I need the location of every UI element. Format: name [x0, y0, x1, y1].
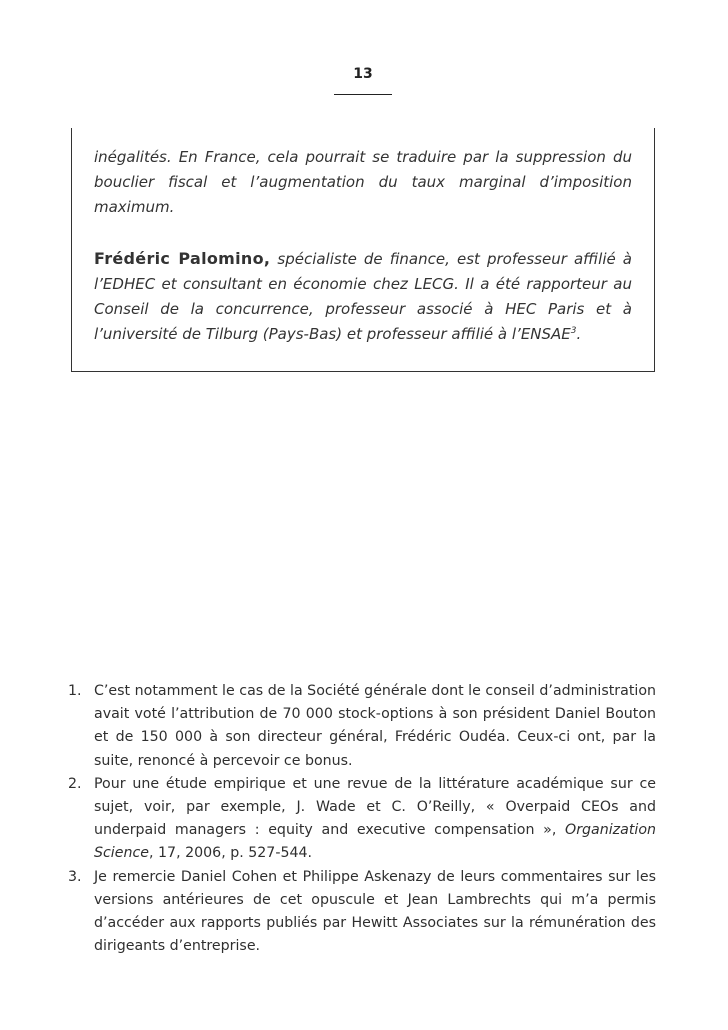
footnote-2 [68, 773, 656, 866]
footnote-3 [68, 866, 656, 959]
author-bio-paragraph [94, 246, 632, 347]
footnote-ref: 3 [570, 326, 577, 336]
author-bio-end: . [576, 325, 582, 343]
footnote-number: 2. [68, 775, 82, 792]
journal-title: Organization Science [94, 822, 656, 862]
footnote-1 [68, 680, 656, 773]
author-name: Frédéric Palomino, [94, 249, 271, 268]
page-number-rule [334, 94, 392, 95]
footnote-text: C’est notamment le cas de la Société générale dont le conseil d’administration avait voté l’attribution de 70 000 stock-options à son président Daniel Bouton et de 150 000 à son directeur général, Frédéric Oudéa. Ceux-ci ont, par la suite, renoncé à percevoir ce bonus. [94, 683, 656, 769]
footnote-text: Pour une étude empirique et une revue de la littérature académique sur ce sujet, voir, par exemple, J. Wade et C. O’Reilly, « Overpaid CEOs and underpaid managers : equity and executive compensation », [94, 775, 656, 839]
author-bio-text: spécialiste de finance, est professeur affilié à l’EDHEC et consultant en économie chez LECG. Il a été rapporteur au Conseil de la concurrence, professeur associé à HEC Paris et à l’université de Tilburg (Pays-Bas) et professeur affilié à l’ENSAE [94, 250, 632, 343]
footnote-text: Je remercie Daniel Cohen et Philippe Askenazy de leurs commentaires sur les versions antérieures de cet opuscule et Jean Lambrechts qui m’a permis d’accéder aux rapports publiés par Hewitt Associates sur la rémunération des dirigeants d’entreprise. [94, 868, 656, 955]
page-number: 13 [353, 66, 373, 82]
footnotes [68, 680, 656, 958]
box-paragraph: inégalités. En France, cela pourrait se traduire par la suppression du bouclier fiscal et l’augmentation du taux marginal d’imposition maximum. [94, 148, 632, 216]
footnote-number: 3. [68, 868, 82, 885]
footnote-text-end: , 17, 2006, p. 527-544. [149, 845, 313, 862]
footnote-number: 1. [68, 683, 82, 699]
